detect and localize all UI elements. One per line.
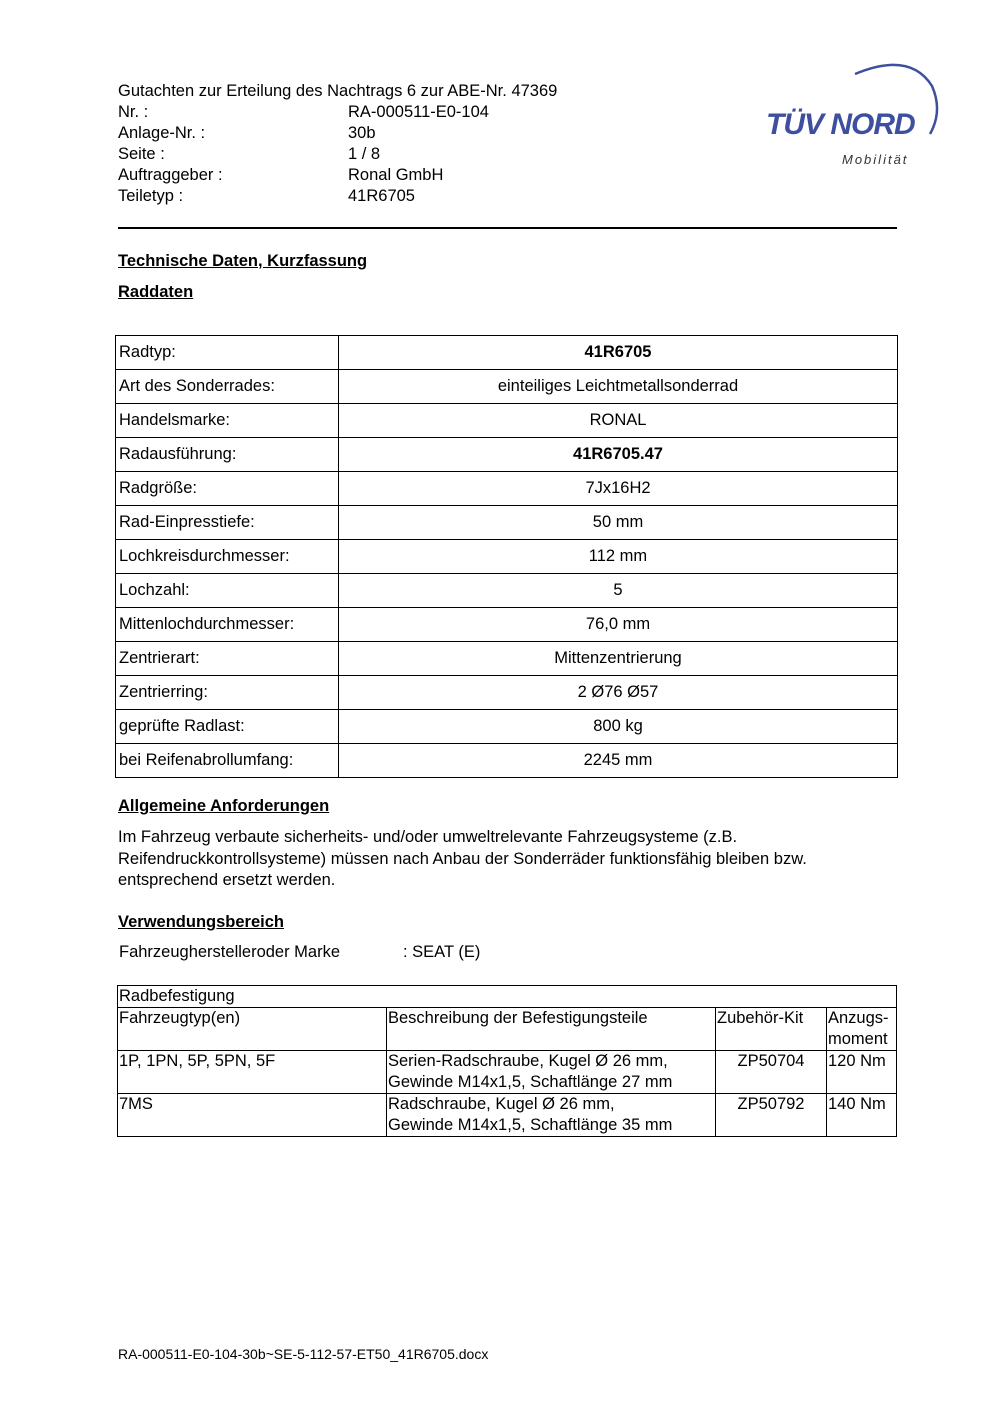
wheel-value: Mittenzentrierung [339, 642, 898, 676]
cell-line: Gewinde M14x1,5, Schaftlänge 35 mm [388, 1116, 673, 1134]
header-key: Seite : [118, 145, 165, 163]
radbefestigung-table [117, 985, 897, 1137]
wheel-value: 2 Ø76 Ø57 [339, 676, 898, 710]
cell-zubehoer-kit: ZP50704 [716, 1051, 827, 1094]
table-title: Radbefestigung [118, 986, 897, 1008]
footer-filename: RA-000511-E0-104-30b~SE-5-112-57-ET50_41R6705.docx [118, 1346, 489, 1362]
wheel-label: Radgröße: [116, 472, 339, 506]
header-value: 30b [348, 124, 376, 142]
logo-subtitle: Mobilität [842, 152, 909, 167]
header-value: RA-000511-E0-104 [348, 103, 489, 121]
cell-beschreibung [387, 1051, 716, 1094]
table-row [116, 710, 898, 744]
header-value: 1 / 8 [348, 145, 381, 163]
wheel-value: 2245 mm [339, 744, 898, 778]
cell-line: Radschraube, Kugel Ø 26 mm, [388, 1095, 615, 1113]
cell-fahrzeugtyp: 7MS [118, 1094, 387, 1137]
heading-raddaten: Raddaten [118, 283, 194, 301]
cell-line: Gewinde M14x1,5, Schaftlänge 27 mm [388, 1073, 673, 1091]
table-header-row [118, 1008, 897, 1051]
table-row [116, 404, 898, 438]
table-row [118, 1094, 897, 1137]
wheel-label: Radtyp: [116, 336, 339, 370]
wheel-value: 76,0 mm [339, 608, 898, 642]
paragraph-line: entsprechend ersetzt werden. [118, 871, 336, 889]
header-zubehoer-kit: Zubehör-Kit [716, 1008, 827, 1051]
header-divider [118, 227, 897, 229]
table-row [116, 438, 898, 472]
wheel-label: Rad-Einpresstiefe: [116, 506, 339, 540]
table-row [116, 676, 898, 710]
wheel-data-table [115, 335, 898, 778]
header-line: moment [828, 1030, 888, 1048]
heading-verwendungsbereich: Verwendungsbereich [118, 913, 284, 931]
wheel-label: geprüfte Radlast: [116, 710, 339, 744]
table-row [116, 472, 898, 506]
cell-anzugsmoment: 140 Nm [827, 1094, 897, 1137]
header-fahrzeugtyp: Fahrzeugtyp(en) [118, 1008, 387, 1051]
fahrzeughersteller-value: : SEAT (E) [403, 943, 481, 961]
wheel-label: Mittenlochdurchmesser: [116, 608, 339, 642]
header-key: Auftraggeber : [118, 166, 223, 184]
header-beschreibung: Beschreibung der Befestigungsteile [387, 1008, 716, 1051]
document-title: Gutachten zur Erteilung des Nachtrags 6 zur ABE-Nr. 47369 [118, 82, 558, 100]
header-value: Ronal GmbH [348, 166, 444, 184]
header-row-anlage [118, 123, 489, 144]
header-key: Teiletyp : [118, 187, 184, 205]
table-row [116, 336, 898, 370]
wheel-value: 5 [339, 574, 898, 608]
table-row [116, 506, 898, 540]
table-row [116, 642, 898, 676]
paragraph-line: Reifendruckkontrollsysteme) müssen nach Anbau der Sonderräder funktionsfähig bleiben bzw. [118, 849, 807, 868]
wheel-label: Art des Sonderrades: [116, 370, 339, 404]
wheel-value: 50 mm [339, 506, 898, 540]
wheel-label: Lochzahl: [116, 574, 339, 608]
table-row [118, 1051, 897, 1094]
wheel-value: 800 kg [339, 710, 898, 744]
cell-zubehoer-kit: ZP50792 [716, 1094, 827, 1137]
header-row-teiletyp [118, 186, 489, 207]
table-row [116, 574, 898, 608]
wheel-value: 41R6705.47 [339, 438, 898, 472]
allgemein-paragraph [118, 827, 898, 892]
fahrzeughersteller-label: Fahrzeugherstelleroder Marke [119, 943, 341, 961]
header-line: Anzugs- [828, 1009, 889, 1027]
wheel-label: Radausführung: [116, 438, 339, 472]
header-row-nr [118, 102, 489, 123]
table-row [116, 540, 898, 574]
cell-line: Serien-Radschraube, Kugel Ø 26 mm, [388, 1052, 668, 1070]
heading-technische-daten: Technische Daten, Kurzfassung [118, 252, 368, 270]
header-key: Anlage-Nr. : [118, 124, 206, 142]
heading-allgemeine-anforderungen: Allgemeine Anforderungen [118, 797, 330, 815]
logo-wordmark: TÜV NORD [766, 108, 915, 141]
fahrzeughersteller-row [119, 943, 480, 962]
cell-fahrzeugtyp: 1P, 1PN, 5P, 5PN, 5F [118, 1051, 387, 1094]
wheel-label: Lochkreisdurchmesser: [116, 540, 339, 574]
table-title-row [118, 986, 897, 1008]
table-row [116, 608, 898, 642]
wheel-label: bei Reifenabrollumfang: [116, 744, 339, 778]
wheel-label: Handelsmarke: [116, 404, 339, 438]
table-row [116, 744, 898, 778]
wheel-value: 7Jx16H2 [339, 472, 898, 506]
header-info [118, 102, 489, 207]
wheel-label: Zentrierring: [116, 676, 339, 710]
table-row [116, 370, 898, 404]
cell-anzugsmoment: 120 Nm [827, 1051, 897, 1094]
wheel-value: 112 mm [339, 540, 898, 574]
header-anzugsmoment [827, 1008, 897, 1051]
header-row-seite [118, 144, 489, 165]
header-value: 41R6705 [348, 187, 415, 205]
wheel-label: Zentrierart: [116, 642, 339, 676]
wheel-value: RONAL [339, 404, 898, 438]
paragraph-line: Im Fahrzeug verbaute sicherheits- und/oder umweltrelevante Fahrzeugsysteme (z.B. [118, 828, 738, 846]
wheel-value: 41R6705 [339, 336, 898, 370]
header-key: Nr. : [118, 103, 149, 121]
cell-beschreibung [387, 1094, 716, 1137]
wheel-value: einteiliges Leichtmetallsonderrad [339, 370, 898, 404]
header-row-auftraggeber [118, 165, 489, 186]
